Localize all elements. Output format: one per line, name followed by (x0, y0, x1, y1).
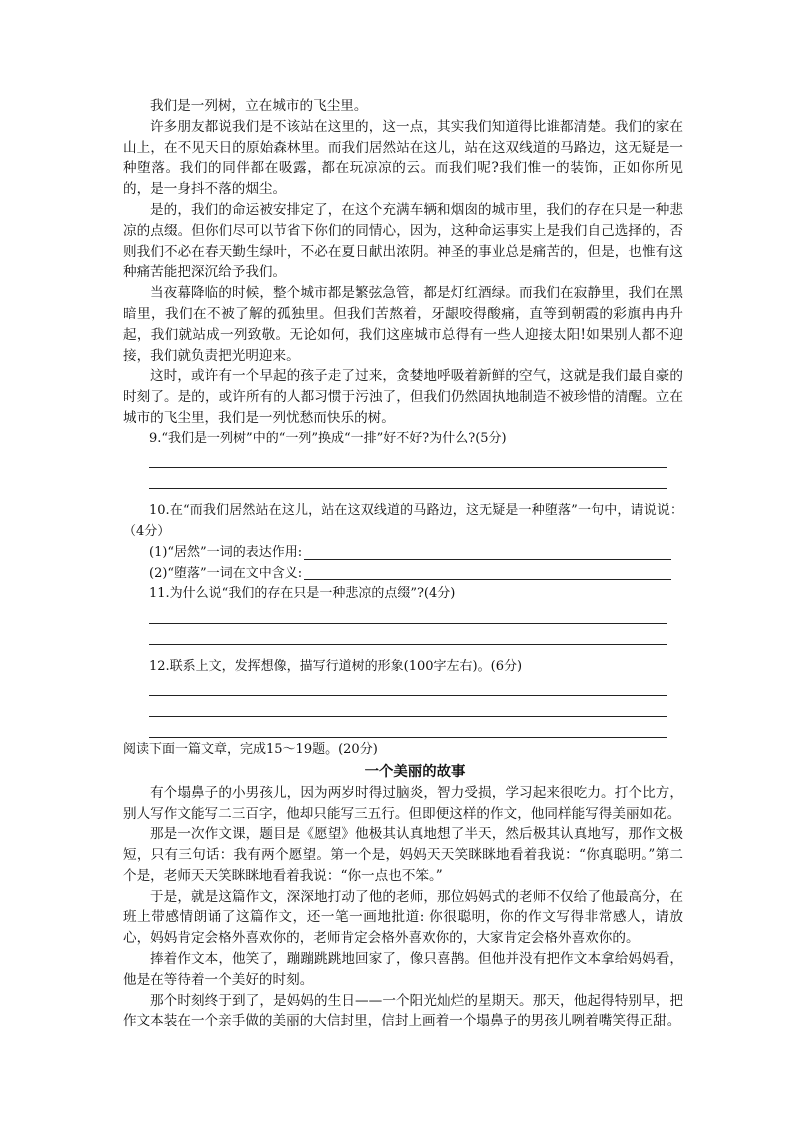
section2-paragraph-1: 有个塌鼻子的小男孩儿，因为两岁时得过脑炎，智力受损，学习起来很吃力。打个比方，别人写作文能写二三百字，他却只能写三五行。但即便这样的作文，他同样能写得美丽如花。 (123, 784, 683, 822)
question-10-part-1 (123, 543, 683, 564)
passage1-paragraph-2: 许多朋友都说我们是不该站在这里的，这一点，其实我们知道得比谁都清楚。我们的家在山上，在不见天日的原始森林里。而我们居然站在这儿，站在这双线道的马路边，这无疑是一种堕落。我们的同伴都在吸露，都在玩凉凉的云。而我们呢?我们惟一的装饰，正如你所见的，是一身抖不落的烟尘。 (123, 118, 683, 198)
question-10-part-2-label: (2)“堕落”一词在文中含义: (149, 565, 303, 581)
question-10-part-1-label: (1)“居然”一词的表达作用: (149, 544, 303, 560)
section2-paragraph-4: 捧着作文本，他笑了，蹦蹦跳跳地回家了，像只喜鹊。但他并没有把作文本拿给妈妈看，他是在等待着一个美好的时刻。 (123, 951, 683, 988)
document-page (123, 96, 683, 1032)
question-11: 11.为什么说“我们的存在只是一种悲凉的点缀”?(4分) (149, 586, 456, 602)
question-10-part-2 (123, 564, 683, 585)
question-10: 10.在“而我们居然站在这儿，站在这双线道的马路边，这无疑是一种堕落”一句中，请说说：（4分） (123, 503, 683, 539)
answer-line-q10-1[interactable] (304, 559, 671, 560)
question-9: 9.“我们是一列树”中的“一列”换成“一排”好不好?为什么?(5分) (149, 430, 507, 446)
section2-paragraph-5: 那个时刻终于到了，是妈妈的生日——一个阳光灿烂的星期天。那天，他起得特别早，把作文本装在一个亲手做的美丽的大信封里，信封上画着一个塌鼻子的男孩儿咧着嘴笑得正甜。 (123, 992, 683, 1030)
passage1-paragraph-3: 是的，我们的命运被安排定了，在这个充满车辆和烟囱的城市里，我们的存在只是一种悲凉的点缀。但你们尽可以节省下你们的同情心，因为，这种命运事实上是我们自己选择的，否则我们不必在春天勤生绿叶，不必在夏日献出浓阴。神圣的事业总是痛苦的，但是，也惟有这种痛苦能把深沉给予我们。 (123, 201, 683, 281)
section2-paragraph-2: 那是一次作文课，题目是《愿望》他极其认真地想了半天，然后极其认真地写，那作文极短，只有三句话：我有两个愿望。第一个是，妈妈天天笑眯眯地看着我说：“你真聪明。”第二个是，老师天天笑眯眯地看着我说：“你一点也不笨。” (123, 826, 683, 884)
section2-paragraph-3: 于是，就是这篇作文，深深地打动了他的老师，那位妈妈式的老师不仅给了他最高分，在班上带感情朗诵了这篇作文，还一笔一画地批道: 你很聪明，你的作文写得非常感人，请放心，妈妈肯定会格外喜欢你的，老师肯定会格外喜欢你的，大家肯定会格外喜欢你的。 (123, 888, 683, 947)
answer-line-q10-2[interactable] (304, 579, 671, 580)
answer-line-q12-3[interactable] (149, 719, 683, 740)
answer-line-q9-2[interactable] (149, 470, 683, 491)
answer-line-q12-2[interactable] (149, 698, 683, 719)
passage1-paragraph-5: 这时，或许有一个早起的孩子走了过来，贪婪地呼吸着新鲜的空气，这就是我们最自豪的时刻了。是的，或许所有的人都习惯于污浊了，但我们仍然固执地制造不被珍惜的清醒。立在城市的飞尘里，我们是一列忧愁而快乐的树。 (123, 368, 683, 426)
answer-line-q12-1[interactable] (149, 678, 683, 699)
section2-title: 一个美丽的故事 (364, 762, 466, 780)
answer-line-q11-2[interactable] (149, 626, 683, 647)
passage1-paragraph-1: 我们是一列树，立在城市的飞尘里。 (150, 98, 368, 114)
section2-intro: 阅读下面一篇文章，完成15～19题。(20分) (123, 741, 378, 757)
answer-line-q9-1[interactable] (149, 450, 683, 471)
question-12: 12.联系上文，发挥想像，描写行道树的形象(100字左右)。(6分) (149, 658, 523, 674)
answer-line-q11-1[interactable] (149, 605, 683, 626)
passage1-paragraph-4: 当夜幕降临的时候，整个城市都是繁弦急管，都是灯红酒绿。而我们在寂静里，我们在黑暗里，我们在不被了解的孤独里。但我们苦熬着，牙龈咬得酸痛，直等到朝霞的彩旗冉冉升起，我们就站成一列致敬。无论如何，我们这座城市总得有一些人迎接太阳!如果别人都不迎接，我们就负责把光明迎来。 (123, 285, 683, 364)
